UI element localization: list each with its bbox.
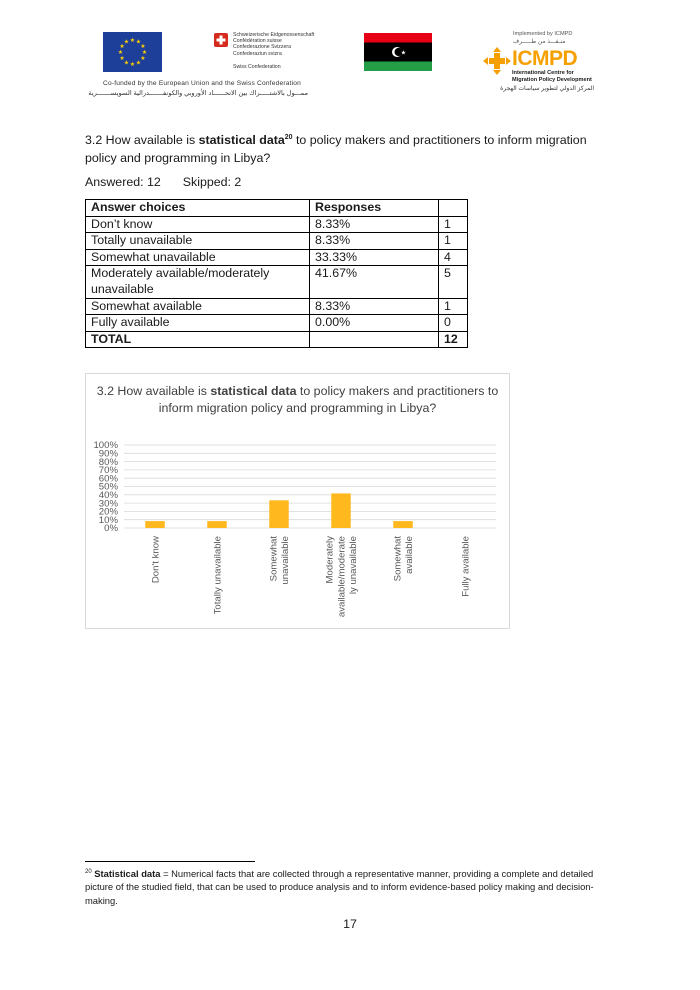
question-suffix: to policy makers and practitioners to inform migration policy and programming in Libya?	[85, 133, 587, 166]
footnote-separator	[85, 861, 255, 862]
row-percent: 8.33%	[310, 216, 439, 233]
bar	[145, 521, 165, 528]
row-choice: Fully available	[86, 315, 310, 332]
icmpd-wordmark: ICMPD	[512, 47, 578, 70]
y-tick-label: 90%	[98, 448, 118, 460]
header-responses: Responses	[310, 200, 439, 217]
response-stats	[85, 175, 241, 189]
x-tick-label: Somewhatunavailable	[268, 536, 292, 585]
chart-title-suffix: to policy makers and practitioners to inform migration policy and programming in Libya?	[158, 384, 499, 415]
skipped-count: Skipped: 2	[182, 175, 242, 189]
question-bold-term: statistical data	[198, 133, 285, 148]
header-count	[439, 200, 468, 217]
icmpd-name-arabic: المركز الدولي لتطوير سياسات الهجرة	[500, 86, 594, 92]
y-tick-label: 100%	[93, 440, 118, 452]
row-percent: 8.33%	[310, 233, 439, 250]
swiss-name-rm: Confederaziun svizra	[233, 50, 282, 57]
swiss-confederation-names	[233, 32, 343, 57]
svg-text:★: ★	[123, 59, 130, 67]
responses-table	[85, 199, 468, 348]
row-choice: Somewhat unavailable	[86, 249, 310, 266]
cofunded-text-arabic: ممـــول بالاشتـــــراك بين الاتحــــــاد الأوروبي والكونفـــــــدرالية السويســـــــرية	[88, 90, 308, 97]
svg-text:★: ★	[129, 61, 136, 68]
bar	[393, 521, 413, 528]
bar	[269, 500, 289, 528]
chart-title-prefix: 3.2 How available is	[96, 384, 211, 398]
icmpd-full-name	[512, 70, 602, 83]
svg-text:★: ★	[140, 43, 146, 50]
row-count: 1	[439, 298, 468, 315]
eu-flag-logo	[103, 32, 162, 72]
row-count: 1	[439, 233, 468, 250]
swiss-name-de: Schweizerische Eidgenossenschaft	[233, 32, 315, 38]
row-count: 5	[439, 266, 468, 298]
page-number: 17	[343, 917, 357, 931]
table-row	[86, 249, 468, 266]
svg-text:★: ★	[119, 43, 125, 50]
swiss-cross-logo	[214, 33, 228, 47]
row-percent: 0.00%	[310, 315, 439, 332]
row-count: 1	[439, 216, 468, 233]
y-tick-label: 70%	[98, 465, 118, 477]
total-label: TOTAL	[86, 331, 310, 348]
y-tick-label: 20%	[98, 506, 118, 518]
y-tick-label: 50%	[98, 481, 118, 493]
y-tick-label: 80%	[98, 456, 118, 468]
table-row	[86, 315, 468, 332]
icmpd-implemented-label: Implemented by ICMPD	[513, 31, 573, 37]
question-text	[85, 129, 615, 167]
y-tick-label: 40%	[98, 490, 118, 501]
footnote-definition: = Numerical facts that are collected through a representative manner, providing a complete and detailed picture of the studied field, that can be used to produce analysis and to inform evidence-based policy making and decision-making.	[85, 868, 594, 906]
svg-text:★: ★	[400, 49, 407, 57]
bar-chart	[85, 373, 510, 629]
x-tick-label: Totally unavailable	[212, 536, 224, 615]
swiss-confederation-label: Swiss Confederation	[233, 64, 281, 70]
table-header-row	[86, 200, 468, 217]
row-choice: Don’t know	[86, 216, 310, 233]
icmpd-logo-icon	[482, 46, 512, 76]
total-count: 12	[439, 331, 468, 348]
row-percent: 8.33%	[310, 298, 439, 315]
question-prefix: 3.2 How available is	[85, 133, 199, 148]
y-tick-label: 10%	[98, 514, 118, 526]
table-row	[86, 298, 468, 315]
row-choice: Somewhat available	[86, 298, 310, 315]
chart-plot-area	[86, 374, 509, 628]
table-total-row	[86, 331, 468, 348]
answered-count: Answered: 12	[85, 175, 161, 189]
table-row	[86, 233, 468, 250]
svg-text:★: ★	[129, 37, 136, 44]
svg-text:★: ★	[135, 59, 142, 67]
icmpd-full-name-line1: International Centre for	[512, 70, 574, 76]
swiss-name-it: Confederazione Svizzera	[233, 44, 291, 51]
footnote-term: Statistical data	[94, 868, 161, 880]
footnote	[85, 866, 615, 907]
row-count: 0	[439, 315, 468, 332]
cofunded-text: Co-funded by the European Union and the Swiss Confederation	[103, 80, 302, 87]
icmpd-full-name-line2: Migration Policy Development	[512, 76, 592, 83]
icmpd-implemented-arabic: منـفـــذ من طـــــرف	[513, 39, 566, 45]
header-answer-choices: Answer choices	[86, 200, 310, 217]
row-choice: Moderately available/moderately unavailable	[86, 266, 310, 298]
x-tick-label: Fully available	[460, 536, 472, 597]
y-tick-label: 0%	[104, 523, 118, 535]
svg-text:★: ★	[141, 49, 148, 56]
chart-title-bold: statistical data	[210, 384, 297, 398]
y-tick-label: 30%	[98, 498, 118, 510]
y-tick-label: 60%	[98, 473, 118, 485]
svg-text:★: ★	[117, 49, 124, 56]
x-tick-label: Moderatelyavailable/moderately unavailable	[324, 536, 359, 618]
x-tick-label: Somewhatavailable	[392, 536, 416, 582]
svg-text:★: ★	[123, 38, 130, 46]
table-row	[86, 216, 468, 233]
svg-text:★: ★	[140, 55, 146, 62]
libya-flag-logo	[364, 33, 432, 71]
footnote-number: 20	[85, 869, 92, 875]
row-count: 4	[439, 249, 468, 266]
x-tick-label: Don't know	[150, 536, 162, 584]
total-percent	[310, 331, 439, 348]
bar	[331, 493, 351, 528]
swiss-name-fr: Confédération suisse	[233, 38, 282, 45]
bar	[207, 521, 227, 528]
footnote-reference[interactable]: 20	[284, 134, 293, 141]
svg-text:★: ★	[135, 38, 142, 46]
row-choice: Totally unavailable	[86, 233, 310, 250]
eu-stars-icon	[103, 32, 162, 72]
svg-text:★: ★	[119, 55, 125, 62]
table-row	[86, 266, 468, 298]
row-percent: 33.33%	[310, 249, 439, 266]
row-percent: 41.67%	[310, 266, 439, 298]
